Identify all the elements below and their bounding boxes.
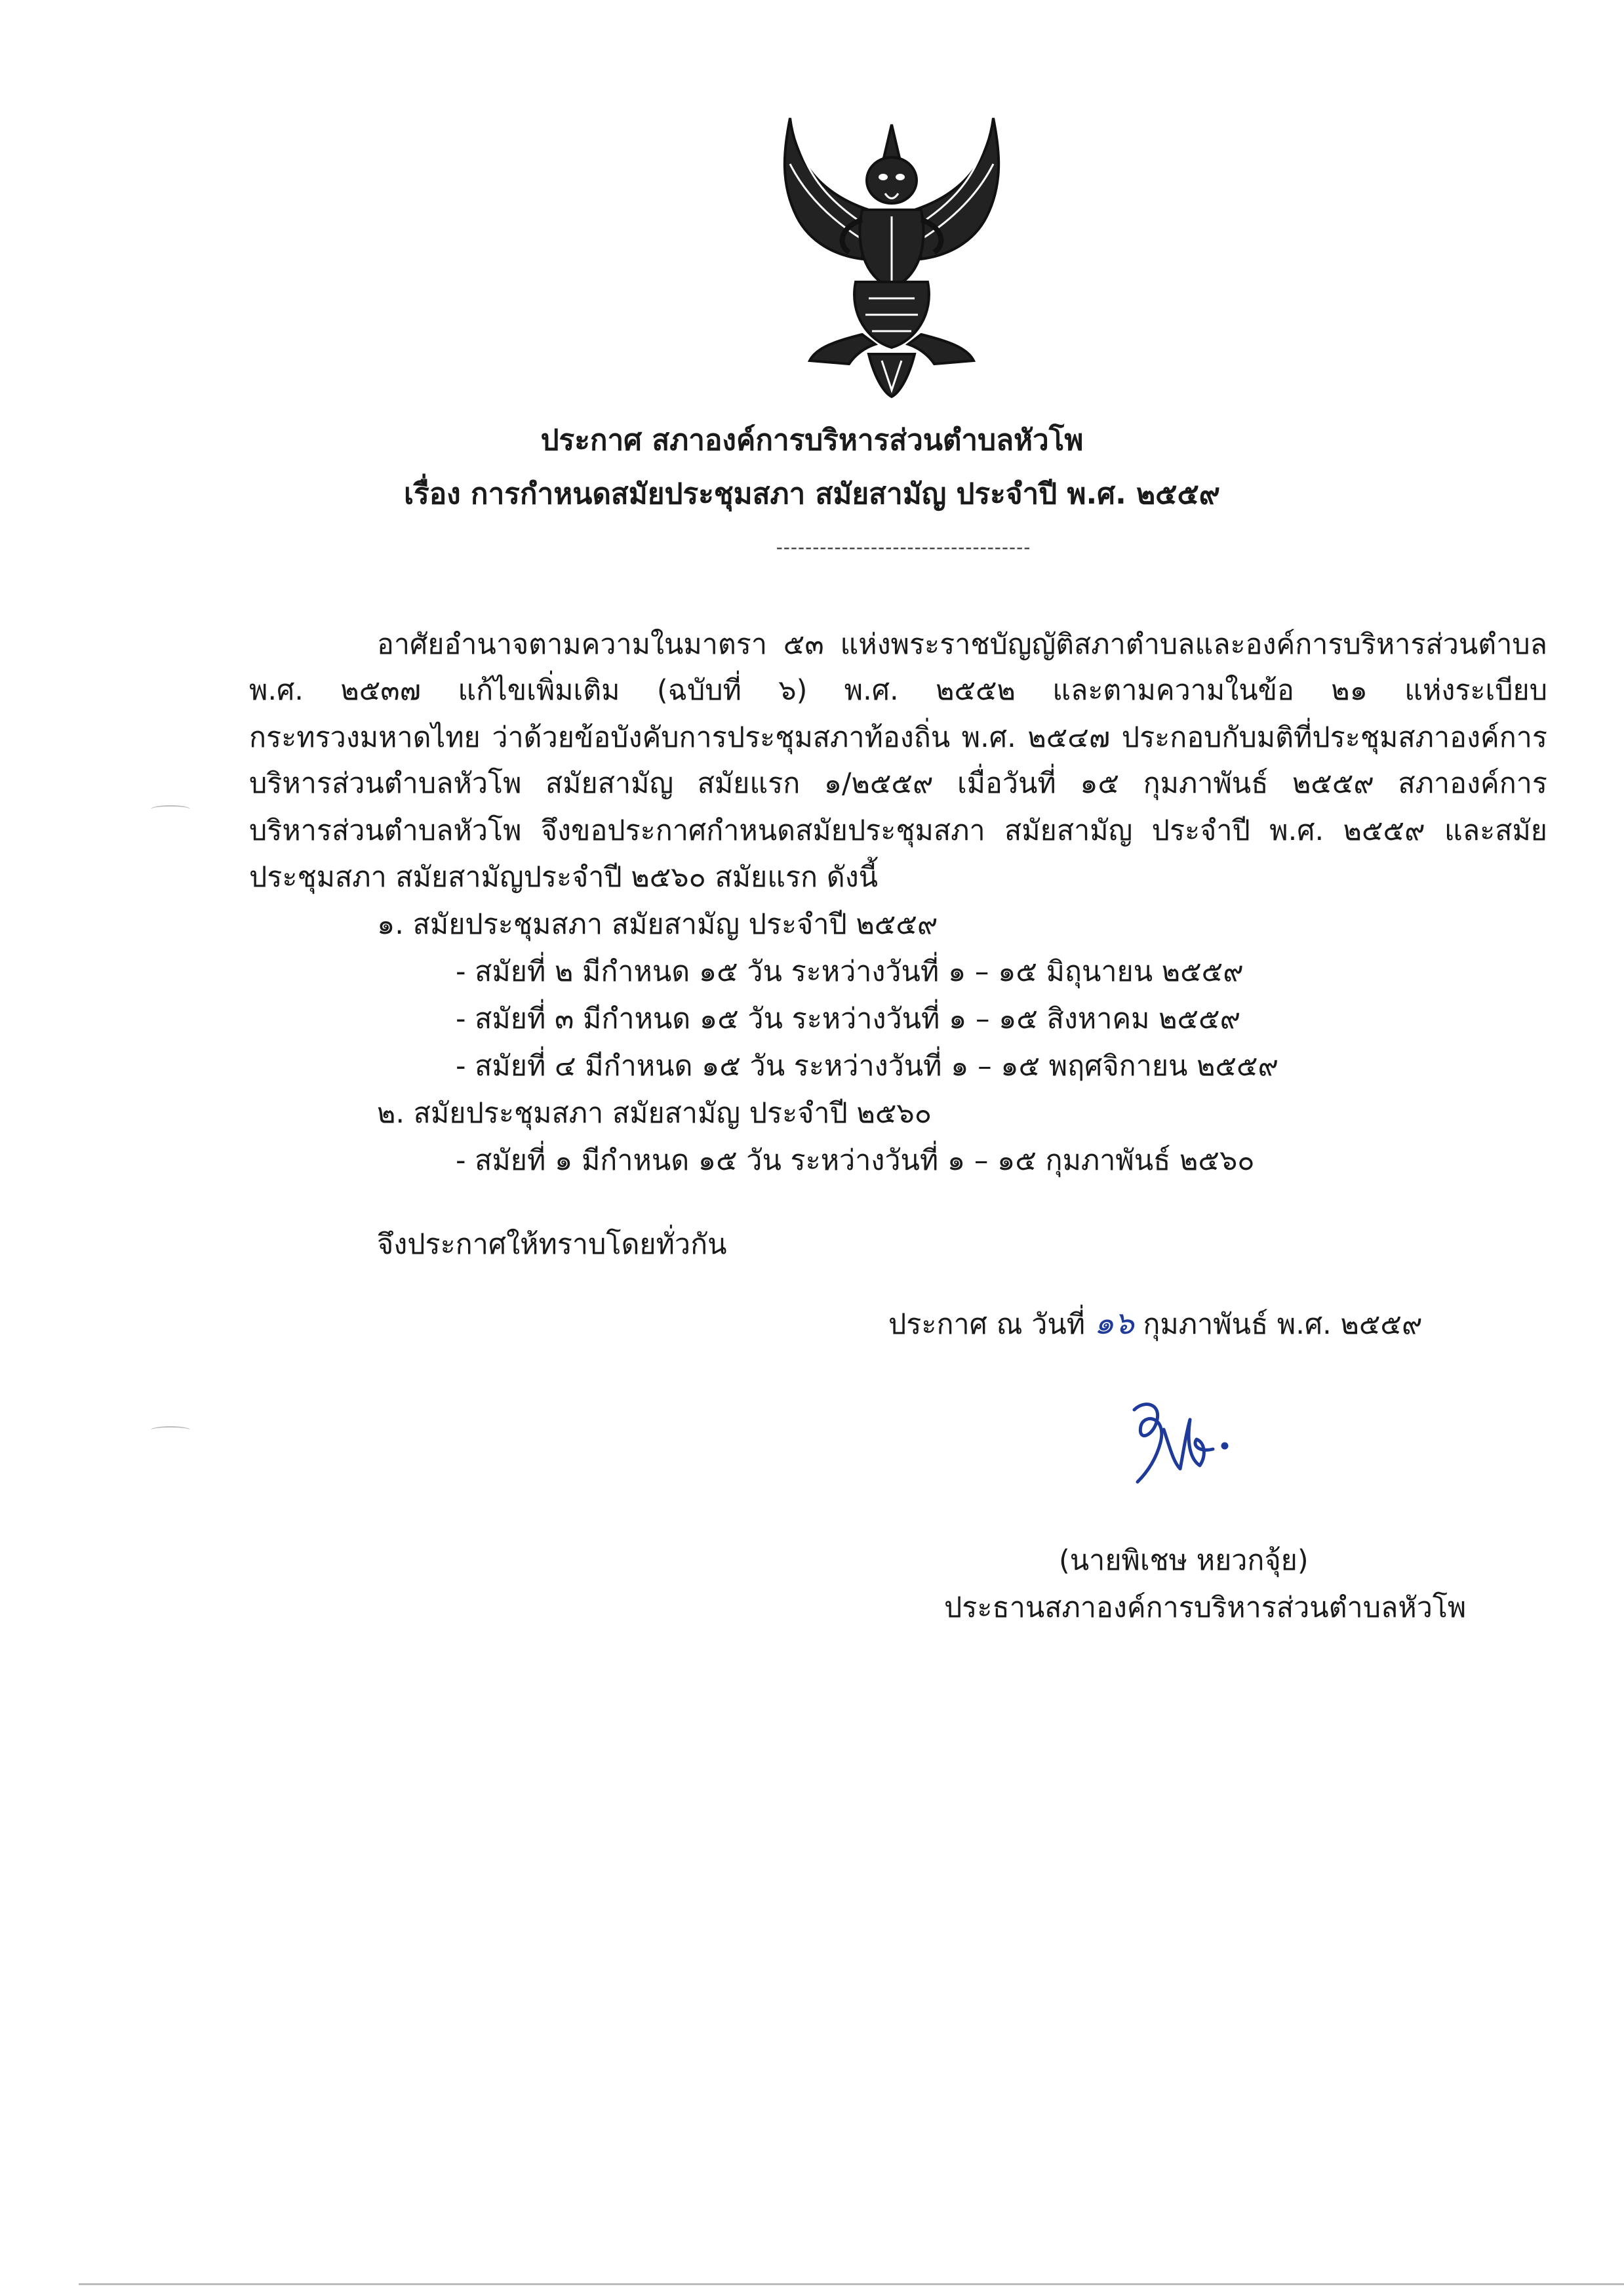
page-edge-line [79,2283,1624,2285]
title-divider: ----------------------------------- [776,536,1031,558]
document-subject: เรื่อง การกำหนดสมัยประชุมสภา สมัยสามัญ ประจำปี พ.ศ. ๒๕๕๙ [404,477,1220,511]
date-prefix: ประกาศ ณ วันที่ [888,1308,1094,1341]
section-heading: ๒. สมัยประชุมสภา สมัยสามัญ ประจำปี ๒๕๖๐ [377,1097,932,1130]
session-item: - สมัยที่ ๔ มีกำหนด ๑๕ วัน ระหว่างวันที่ ๑ – ๑๕ พฤศจิกายน ๒๕๕๙ [456,1050,1279,1083]
session-item: - สมัยที่ ๑ มีกำหนด ๑๕ วัน ระหว่างวันที่ ๑ – ๑๕ กุมภาพันธ์ ๒๕๖๐ [456,1144,1255,1177]
paragraph-line: ประชุมสภา สมัยสามัญประจำปี ๒๕๖๐ สมัยแรก ดังนี้ [249,861,879,894]
session-item: - สมัยที่ ๓ มีกำหนด ๑๕ วัน ระหว่างวันที่ ๑ – ๑๕ สิงหาคม ๒๕๕๙ [456,1003,1241,1035]
paragraph-line: บริหารส่วนตำบลหัวโพ สมัยสามัญ สมัยแรก ๑/๒๕๕๙ เมื่อวันที่ ๑๕ กุมภาพันธ์ ๒๕๕๙ สภาองค์การ [249,767,1547,800]
session-item: - สมัยที่ ๒ มีกำหนด ๑๕ วัน ระหว่างวันที่ ๑ – ๑๕ มิถุนายน ๒๕๕๙ [456,955,1244,988]
scan-mark [151,805,190,813]
document-title: ประกาศ สภาองค์การบริหารส่วนตำบลหัวโพ [540,424,1084,457]
paragraph-line: อาศัยอำนาจตามความในมาตรา ๕๓ แห่งพระราชบัญญัติสภาตำบลและองค์การบริหารส่วนตำบล [377,628,1547,661]
handwritten-signature [1108,1390,1239,1488]
announcement-date [888,1304,1422,1344]
handwritten-day: ๑๖ [1094,1305,1134,1342]
paragraph-line: พ.ศ. ๒๕๓๗ แก้ไขเพิ่มเติม (ฉบับที่ ๖) พ.ศ. ๒๕๕๒ และตามความในข้อ ๒๑ แห่งระเบียบ [249,674,1547,707]
date-suffix: กุมภาพันธ์ พ.ศ. ๒๕๕๙ [1134,1308,1423,1341]
signer-name: (นายพิเชษ หยวกจุ้ย) [1059,1544,1309,1577]
garuda-emblem-icon [770,111,1013,400]
paragraph-line: กระทรวงมหาดไทย ว่าด้วยข้อบังคับการประชุมสภาท้องถิ่น พ.ศ. ๒๕๔๗ ประกอบกับมติที่ประชุมสภาองค์การ [249,721,1547,754]
closing-statement: จึงประกาศให้ทราบโดยทั่วกัน [377,1228,727,1261]
section-heading: ๑. สมัยประชุมสภา สมัยสามัญ ประจำปี ๒๕๕๙ [377,908,938,941]
signer-position: ประธานสภาองค์การบริหารส่วนตำบลหัวโพ [944,1591,1467,1624]
scan-mark [151,1426,190,1434]
paragraph-line: บริหารส่วนตำบลหัวโพ จึงขอประกาศกำหนดสมัยประชุมสภา สมัยสามัญ ประจำปี พ.ศ. ๒๕๕๙ และสมัย [249,814,1547,847]
